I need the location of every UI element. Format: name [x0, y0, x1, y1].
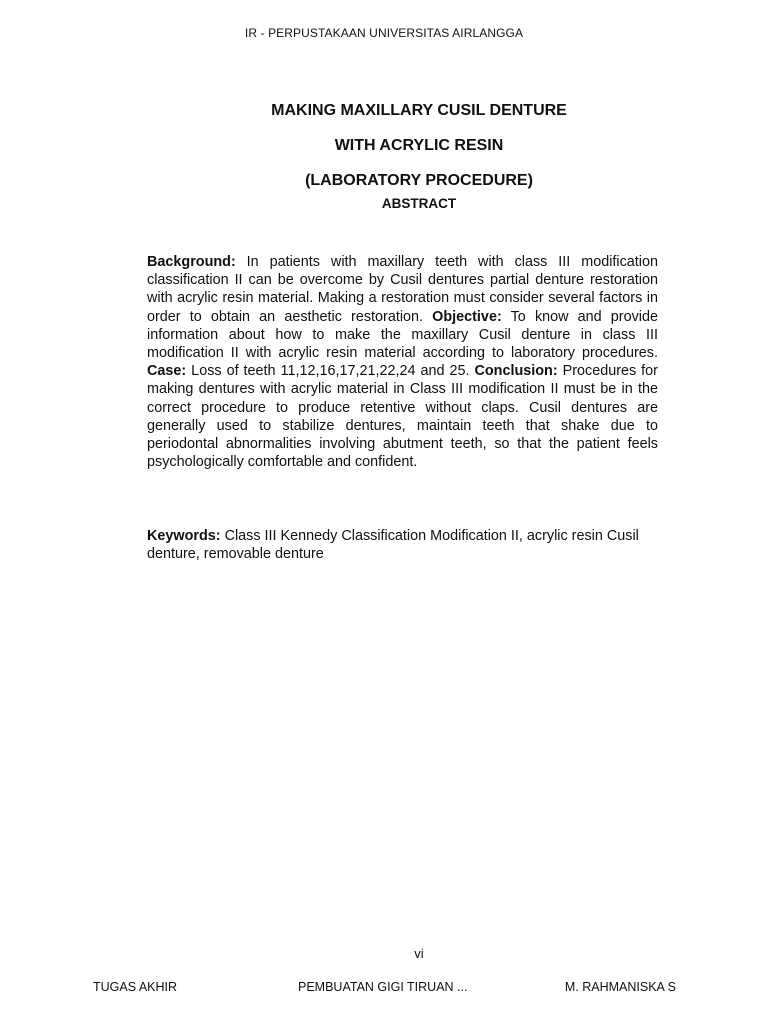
- case-label: Case:: [147, 363, 187, 380]
- objective-text: To know and provide information about how to make the maxillary Cusil denture in class III modification II with acrylic resin material according to laboratory procedures.: [147, 308, 658, 362]
- objective-label: Objective:: [432, 308, 502, 325]
- title-line-1: MAKING MAXILLARY CUSIL DENTURE: [271, 102, 567, 119]
- abstract-paragraph: [147, 253, 658, 471]
- conclusion-text: Procedures for making dentures with acrylic material in Class III modification II must be in the correct procedure to produce retentive without claps. Cusil dentures are generally used to stabilize dentures, maintain teeth that shake due to periodontal abnormalities involving abutment teeth, so that the patient feels psychologically comfortable and confident.: [147, 363, 658, 471]
- title-line-3: (LABORATORY PROCEDURE): [305, 172, 533, 189]
- keywords-paragraph: [147, 527, 658, 563]
- background-label: Background:: [147, 254, 236, 270]
- abstract-heading: ABSTRACT: [381, 196, 457, 211]
- document-title: [35, 103, 768, 208]
- footer-left-text: TUGAS AKHIR: [93, 980, 178, 994]
- background-text: In patients with maxillary teeth with class III modification classification II can be overcome by Cusil dentures partial denture restoration with acrylic resin material. Making a restoration must consider several factors in order to obtain an aesthetic restoration.: [147, 254, 658, 325]
- keywords-text: Class III Kennedy Classification Modification II, acrylic resin Cusil denture, removable denture: [147, 528, 639, 563]
- case-text: Loss of teeth 11,12,16,17,21,22,24 and 25.: [186, 363, 475, 380]
- running-header: IR - PERPUSTAKAAN UNIVERSITAS AIRLANGGA: [244, 26, 524, 40]
- title-line-2: WITH ACRYLIC RESIN: [334, 137, 504, 154]
- footer-right-text: M. RAHMANISKA S: [564, 980, 676, 994]
- footer-center-text: PEMBUATAN GIGI TIRUAN ...: [298, 980, 468, 994]
- conclusion-label: Conclusion:: [474, 363, 558, 380]
- keywords-label: Keywords:: [147, 528, 221, 544]
- page-number: vi: [414, 946, 424, 961]
